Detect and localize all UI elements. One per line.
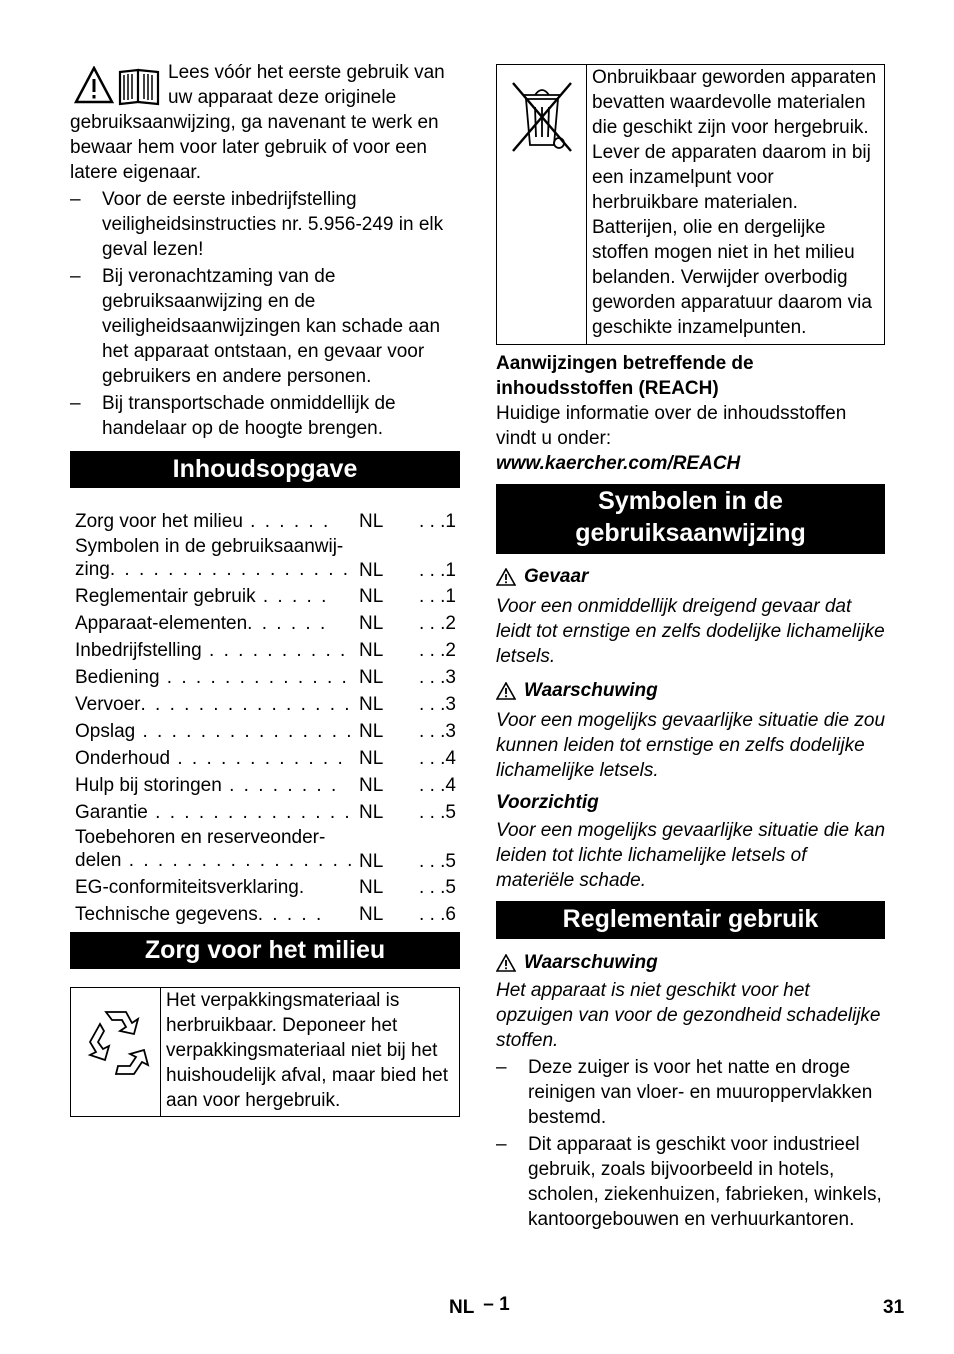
intro-list — [70, 187, 460, 441]
toc-entry-title: Zorg voor het milieu . . . . . . — [75, 511, 331, 532]
toc-entry-lang: NL — [359, 694, 384, 715]
toc-entry-lang: NL — [359, 586, 384, 607]
toc-entry-title: Onderhoud . . . . . . . . . . . . — [75, 748, 345, 769]
table-of-contents — [70, 508, 460, 928]
usage-list — [496, 1055, 885, 1232]
warning-triangle-icon — [496, 682, 516, 700]
toc-row[interactable] — [70, 826, 460, 874]
intro-text: Lees vóór het eerste gebruik van uw apparaat deze originele gebruiksaanwijzing, ga navenant te werk en bewaar hem voor later gebruik of voor een latere eigenaar. — [70, 62, 445, 183]
danger-label-row — [496, 564, 885, 589]
toc-row[interactable] — [70, 691, 460, 718]
toc-entry-page: . . .2 — [419, 613, 456, 634]
footer-section-page: – 1 — [483, 1294, 510, 1315]
toc-entry-page: . . .4 — [419, 748, 456, 769]
toc-entry-title: Bediening . . . . . . . . . . . . . — [75, 667, 349, 688]
toc-row[interactable] — [70, 772, 460, 799]
footer-lang — [449, 1294, 510, 1319]
environment-heading: Zorg voor het milieu — [70, 932, 460, 969]
toc-entry-page: . . .1 — [419, 586, 456, 607]
toc-entry-title: Garantie . . . . . . . . . . . . . . — [75, 802, 352, 823]
reach-link[interactable]: www.kaercher.com/REACH — [496, 453, 741, 474]
list-item: – Deze zuiger is voor het natte en droge reinigen van vloer- en muuroppervlakken bestemd. — [496, 1055, 885, 1130]
crossed-bin-icon — [509, 79, 575, 155]
toc-entry-lang: NL — [359, 560, 384, 581]
toc-entry-page: . . .1 — [419, 511, 456, 532]
toc-row[interactable] — [70, 745, 460, 772]
toc-entry-page: . . .3 — [419, 667, 456, 688]
left-column — [70, 60, 460, 1117]
right-column — [496, 64, 885, 1232]
page-number: 31 — [883, 1297, 905, 1318]
toc-entry-title: Vervoer. . . . . . . . . . . . . . . — [75, 694, 352, 715]
warning-label: Waarschuwing — [524, 680, 658, 701]
symbols-heading: Symbolen in de gebruiksaanwijzing — [496, 484, 885, 554]
toc-entry-page: . . .6 — [419, 904, 456, 925]
toc-row[interactable] — [70, 610, 460, 637]
toc-entry-title: Toebehoren en reserveonder- delen . . . . . . . . . . . . . . . . — [75, 827, 355, 871]
toc-entry-page: . . .3 — [419, 694, 456, 715]
reach-title: Aanwijzingen betreffende de inhoudsstoffen (REACH) — [496, 353, 754, 399]
warning-text: Voor een mogelijks gevaarlijke situatie die zou kunnen leiden tot ernstige en zelfs dodelijke lichamelijke letsels. — [496, 710, 886, 781]
caution-label: Voorzichtig — [496, 792, 599, 813]
toc-row[interactable] — [70, 535, 460, 583]
toc-entry-lang: NL — [359, 775, 384, 796]
toc-entry-title: EG-conformiteitsverklaring. — [75, 877, 307, 898]
disposal-text: Onbruikbaar geworden apparaten bevatten waardevolle materialen die geschikt zijn voor hergebruik. Lever de apparaten daarom in bij een inzamelpunt voor herbruikbare materialen. Batterijen, olie en dergelijke stoffen mogen niet in het milieu belanden. Verwijder overbodig geworden apparatuur daarom via geschikte inzamelpunten. — [592, 67, 877, 338]
toc-heading: Inhoudsopgave — [70, 451, 460, 488]
toc-entry-title: Reglementair gebruik . . . . . — [75, 586, 329, 607]
toc-entry-title: Hulp bij storingen . . . . . . . . — [75, 775, 339, 796]
packaging-text: Het verpakkingsmateriaal is herbruikbaar. Deponeer het verpakkingsmateriaal niet bij het huishoudelijk afval, maar bied het aan voor hergebruik. — [166, 990, 449, 1111]
intro-block — [70, 60, 460, 185]
warning-label-row — [496, 678, 885, 703]
toc-entry-lang: NL — [359, 721, 384, 742]
toc-entry-page: . . .4 — [419, 775, 456, 796]
toc-row[interactable] — [70, 901, 460, 928]
usage-heading: Reglementair gebruik — [496, 901, 885, 939]
toc-entry-title: Opslag . . . . . . . . . . . . . . . — [75, 721, 354, 742]
usage-warning-label: Waarschuwing — [524, 952, 658, 973]
crossed-bin-icon-cell — [497, 65, 587, 344]
toc-entry-page: . . .2 — [419, 640, 456, 661]
toc-entry-page: . . .3 — [419, 721, 456, 742]
warning-triangle-icon — [496, 568, 516, 586]
toc-entry-title: Symbolen in de gebruiksaanwij- zing. . . . . . . . . . . . . . . . . — [75, 536, 351, 580]
toc-row[interactable] — [70, 664, 460, 691]
usage-warning-text: Het apparaat is niet geschikt voor het opzuigen van voor de gezondheid schadelijke stoffen. — [496, 980, 881, 1051]
toc-row[interactable] — [70, 508, 460, 535]
disposal-box — [496, 64, 885, 345]
toc-entry-lang: NL — [359, 511, 384, 532]
toc-row[interactable] — [70, 718, 460, 745]
toc-entry-lang: NL — [359, 877, 384, 898]
toc-entry-page: . . .5 — [419, 851, 456, 872]
warning-triangle-icon — [496, 954, 516, 972]
recycle-icon — [78, 1004, 154, 1080]
list-item: – Bij veronachtzaming van de gebruiksaanwijzing en de veiligheidsaanwijzingen kan schade aan het apparaat ontstaan, en gevaar voor gebruikers en andere personen. — [70, 264, 460, 389]
toc-entry-page: . . .1 — [419, 560, 456, 581]
toc-entry-title: Technische gegevens. . . . . — [75, 904, 324, 925]
packaging-box — [70, 987, 460, 1117]
toc-row[interactable] — [70, 799, 460, 826]
toc-entry-lang: NL — [359, 613, 384, 634]
toc-entry-page: . . .5 — [419, 877, 456, 898]
toc-row[interactable] — [70, 637, 460, 664]
toc-entry-title: Inbedrijfstelling . . . . . . . . . . — [75, 640, 348, 661]
toc-entry-lang: NL — [359, 640, 384, 661]
list-item: – Dit apparaat is geschikt voor industrieel gebruik, zoals bijvoorbeeld in hotels, scholen, ziekenhuizen, fabrieken, winkels, kantoorgebouwen en verhuurkantoren. — [496, 1132, 885, 1232]
danger-text: Voor een onmiddellijk dreigend gevaar dat leidt tot ernstige en zelfs dodelijke lichamelijke letsels. — [496, 596, 885, 667]
toc-entry-lang: NL — [359, 802, 384, 823]
list-item: – Bij transportschade onmiddellijk de handelaar op de hoogte brengen. — [70, 391, 460, 441]
toc-entry-lang: NL — [359, 667, 384, 688]
toc-entry-page: . . .5 — [419, 802, 456, 823]
reach-text: Huidige informatie over de inhoudsstoffen vindt u onder: — [496, 403, 847, 449]
usage-warning-label-row — [496, 950, 885, 975]
toc-row[interactable] — [70, 874, 460, 901]
footer-lang-code: NL — [449, 1297, 474, 1318]
toc-entry-lang: NL — [359, 748, 384, 769]
toc-entry-lang: NL — [359, 904, 384, 925]
toc-entry-lang: NL — [359, 851, 384, 872]
caution-text: Voor een mogelijks gevaarlijke situatie die kan leiden tot lichte lichamelijke letsels of materiële schade. — [496, 820, 886, 891]
warning-manual-icon — [74, 66, 162, 106]
recycle-icon-cell — [71, 988, 161, 1116]
toc-row[interactable] — [70, 583, 460, 610]
list-item: – Voor de eerste inbedrijfstelling veiligheidsinstructies nr. 5.956-249 in elk geval lezen! — [70, 187, 460, 262]
danger-label: Gevaar — [524, 566, 589, 587]
toc-entry-title: Apparaat-elementen. . . . . . — [75, 613, 328, 634]
